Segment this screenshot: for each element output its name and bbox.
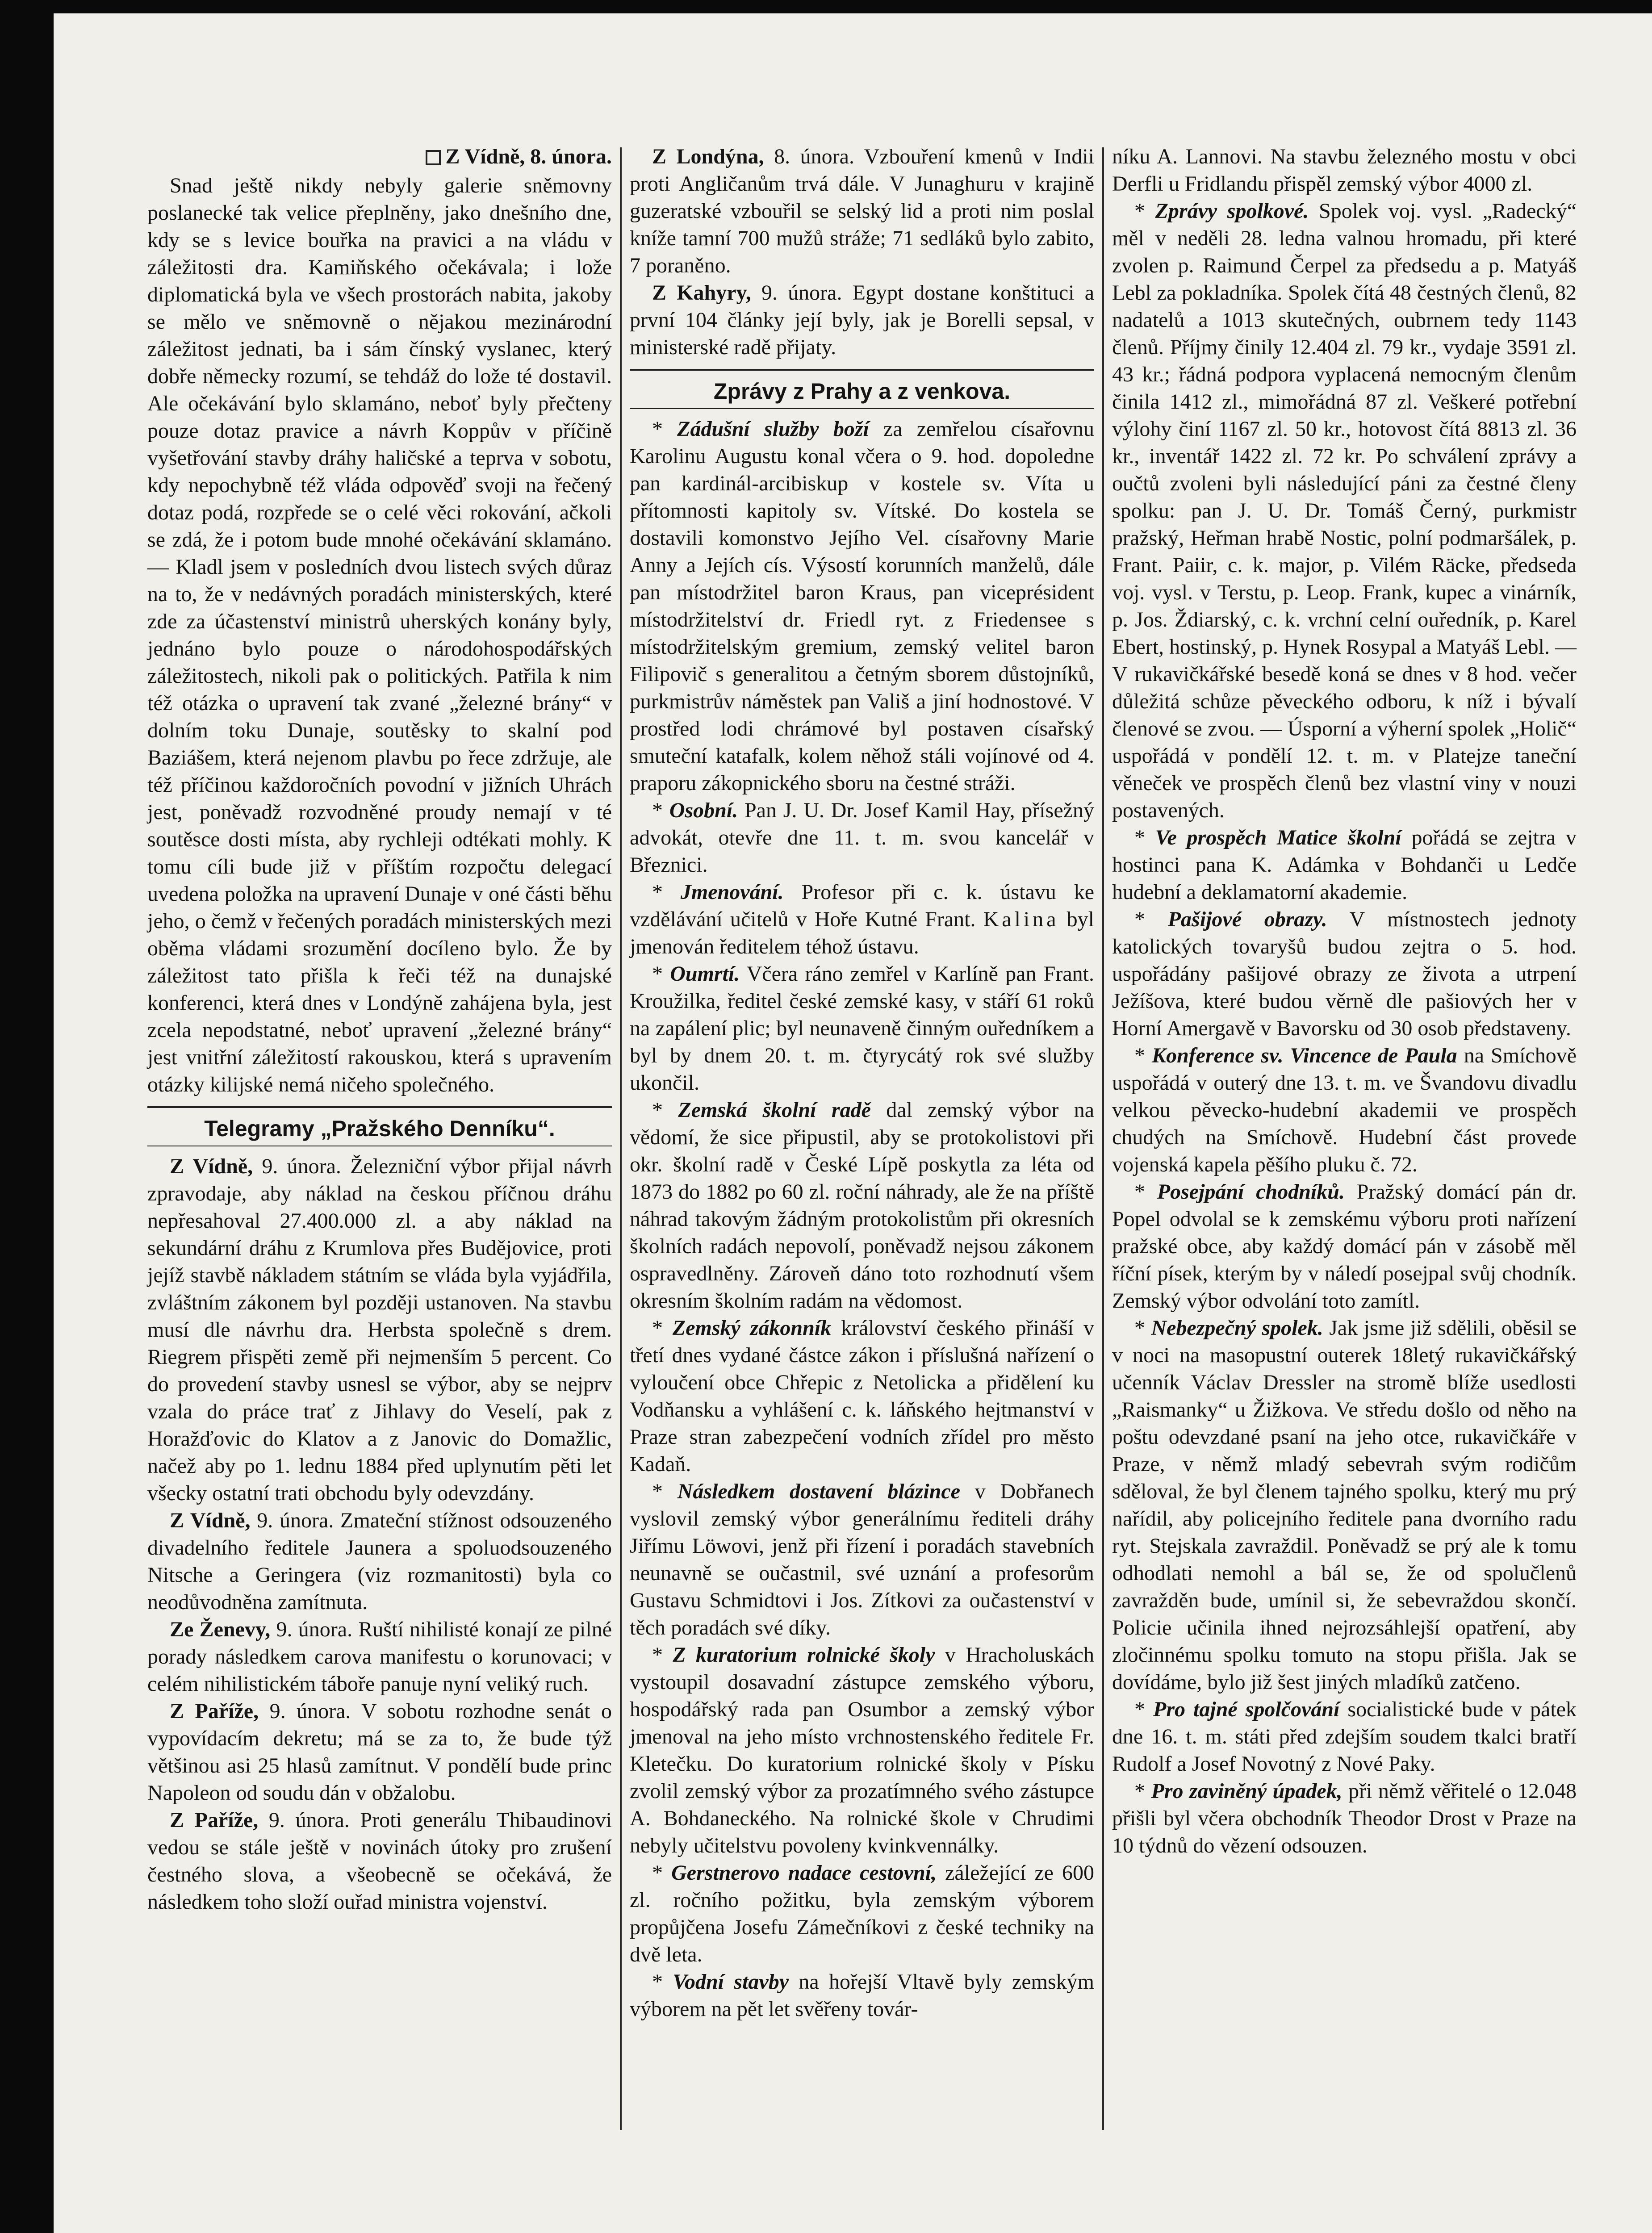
news-headline: Pro zaviněný úpadek, xyxy=(1151,1779,1343,1803)
news-text: socialistické bude v pátek dne 16. t. m. státi před zdejším soudem tkalci bratří Rudolf a Josef Novotný z Nové Paky. xyxy=(1112,1698,1577,1776)
news-text: pořádá se zejtra v hostinci pana K. Adámka v Bohdanči u Ledče hudební a deklamatorní akademie. xyxy=(1112,826,1577,904)
news-text: v Dobřanech vyslovil zemský výbor generálnímu řediteli dráhy Jiřímu Löwovi, jenž při řízení i poradách stavebních neunavně se oučastnil, své uznání a profesorům Gustavu Schmidtovi i Jos. Zítkovi za oučastenství v těch poradách své díky. xyxy=(630,1480,1095,1639)
news-item: * Posejpání chodníků. Pražský domácí pán dr. Popel odvolal se k zemskému výboru proti nařízení pražské obce, aby každý domácí pán v zásobě měl říční písek, kterým by v náledí posejpal svůj chodník. Zemský výbor odvolání toto zamítl. xyxy=(1112,1180,1577,1313)
article-vienna-report: Snad ještě nikdy nebyly galerie sněmovny poslanecké tak velice přeplněny, jako dnešního dne, kdy se s levice bouřka na pravici a na vládu v záležitosti dra. Kamiňského očekávala; i lože diplomatická byla ve všech prostorách nabita, jakoby se mělo ve sněmovně o nějakou mezinárodní záležitost jednati, ba i sám čínský vyslanec, který dobře německy rozumí, se tehdáž do lože té dostavil. Ale očekávání bylo sklamáno, neboť byly přečteny pouze dotaz pravice a návrh Koppův v příčině vyšetřování stavby dráhy haličské a teprva v sobotu, kdy nepochybně též vláda odpověď svoji na řečený dotaz podá, rozpřede se o celé věci rokování, ačkoli se zdá, že i potom bude mnohé očekávání sklamáno. — Kladl jsem v posledních dvou listech svých důraz na to, že v nedávných poradách ministerských, které zde za účastenství ministrů uherských konány byly, jednáno bylo pouze o národohospodářských záležitostech, nikoli pak o politických. Patřila k nim též otázka o upravení tak zvané „železné brány“ v dolním toku Dunaje, soutěsky to skalní pod Baziášem, která nejenom plavbu po řece zdržuje, ale též příčinou každoročních povodní v jižních Uhrách jest, poněvadž rozvodněné proudy nemají v té soutěsce dosti místa, aby rychleji odtékati mohly. K tomu cíli bude již v příštím rozpočtu delegací uvedena položka na upravení Dunaje v oné části běhu jeho, o čemž v řečených poradách ministerských mezi oběma vládami srozumění docíleno bylo. Že by záležitost tato přišla k řeči též na dunajské konferenci, která dnes v Londýně zahájena byla, jest zcela nepodstatné, neboť upravení „železné brány“ jest vnitřní záležitostí rakouskou, která s upravením otázky kilijské nemá ničeho společného. xyxy=(147,174,612,1096)
news-headline: Posejpání chodníků. xyxy=(1157,1180,1345,1204)
news-text: Jak jsme již sdělili, oběsil se v noci na masopustní outerek 18letý rukavičkářský učenník Václav Dressler na stromě blíže usedlosti „Raismanky“ u Žižkova. Ve středu došlo od něho na poštu odevzdané psaní na jeho otce, rukavičkáře v Praze, v němž mladý sebevrah svým rodičům sděloval, že byl členem tajného spolku, který mu prý nařídil, aby policejního ředitele pana dvorního radu ryt. Stejskala zavraždil. Poněvadž se prý ale k tomu odhodlati nemohl a bál se, že od spolučlenů zavražděn bude, umínil si, že sebevraždou skončí. Policie učinila ihned nejrozsáhlejší opatření, aby zločinnému spolku tomuto na stopu přišla. Jak se dovídáme, bylo již šest jiných mladíků zatčeno. xyxy=(1112,1316,1577,1694)
news-text: Profesor při c. k. ústavu ke vzdělávání učitelů v Hoře Kutné Frant. xyxy=(630,880,1094,931)
news-text: byl jmenován ředitelem téhož ústavu. xyxy=(630,907,1094,958)
telegram-place: Z Paříže, xyxy=(170,1808,259,1832)
news-item: * Zádušní služby boží za zemřelou císařovnu Karolinu Augustu konal včera o 9. hod. dopoledne pan kardinál-arcibiskup v kostele sv. Víta u přítomnosti kapitoly sv. Vítské. Do kostela se dostavili komonstvo Jejího Vel. císařovny Marie Anny a Jejích cís. Výsostí korunních manželů, dále pan místodržitel baron Kraus, pan viceprésident místodržitelství dr. Friedl ryt. z Friedensee s místodržitelským gremium, zemský velitel baron Filipovič s generalitou a četným sborem důstojníků, purkmistrův náměstek pan Vališ a jiní hodnostové. V prostřed lodi chrámové byl postaven císařský smuteční katafalk, kolem něhož stáli vojínové od 4. praporu zákopnického sboru na čestné stráži. xyxy=(630,417,1095,795)
telegram-place: Z Kahyry, xyxy=(652,281,751,305)
square-icon xyxy=(426,150,441,165)
telegram-place: Ze Ženevy, xyxy=(170,1618,271,1641)
telegram-item xyxy=(147,1507,612,1616)
column-2 xyxy=(630,143,1094,2023)
news-spaced-name: Kalina xyxy=(983,907,1059,931)
news-text: záležející ze 600 zl. ročního požitku, byla zemským výborem propůjčena Josefu Zámečníkovi z české techniky na dvě leta. xyxy=(630,1861,1095,1966)
news-item: * Následkem dostavení blázince v Dobřanech vyslovil zemský výbor generálnímu řediteli dráhy Jiřímu Löwovi, jenž při řízení i poradách stavebních neunavně se oučastnil, své uznání a profesorům Gustavu Schmidtovi i Jos. Zítkovi za oučastenství v těch poradách své díky. xyxy=(630,1480,1095,1639)
news-text: za zemřelou císařovnu Karolinu Augustu konal včera o 9. hod. dopoledne pan kardinál-arcibiskup v kostele sv. Víta u přítomnosti kapitoly sv. Vítské. Do kostela se dostavili komonstvo Jejího Vel. císařovny Marie Anny a Jejích cís. Výsostí korunních manželů, dále pan místodržitel baron Kraus, pan viceprésident místodržitelství dr. Friedl ryt. z Friedensee s místodržitelským gremium, zemský velitel baron Filipovič s generalitou a četným sborem důstojníků, purkmistrův náměstek pan Vališ a jiní hodnostové. V prostřed lodi chrámové byl postaven císařský smuteční katafalk, kolem něhož stáli vojínové od 4. praporu zákopnického sboru na čestné stráži. xyxy=(630,417,1095,795)
news-item: * Vodní stavby na hořejší Vltavě byly zemským výborem na pět let svěřeny továr- xyxy=(630,1970,1095,2021)
section-heading-telegrams: Telegramy „Pražského Denníku“. xyxy=(204,1116,555,1141)
news-item: * Pro zaviněný úpadek, při němž věřitelé o 12.048 přišli byl včera obchodník Theodor Drost v Praze na 10 týdnů do vězení odsouzen. xyxy=(1112,1779,1577,1857)
news-headline: Jmenování. xyxy=(680,880,784,904)
dateline xyxy=(147,143,612,170)
news-text: Včera ráno zemřel v Karlíně pan Frant. Kroužilka, ředitel české zemské kasy, v stáří 61 roků na zapálení plic; byl neunaveně činným ouředníkem a byl by dnem 20. t. m. čtyrycátý rok své služby ukončil. xyxy=(630,962,1095,1095)
news-headline: Konference sv. Vincence de Paula xyxy=(1152,1044,1457,1067)
telegram-text: 9. února. Egypt dostane konštituci a první 104 články její byly, jak je Borelli sepsal, v ministerské radě přijaty. xyxy=(630,281,1094,359)
news-item: * Gerstnerovo nadace cestovní, záležející ze 600 zl. ročního požitku, byla zemským výborem propůjčena Josefu Zámečníkovi z české techniky na dvě leta. xyxy=(630,1861,1095,1966)
telegram-item xyxy=(630,143,1094,279)
news-headline: Z kuratorium rolnické školy xyxy=(673,1643,935,1667)
telegram-text: 9. února. Ruští nihilisté konají ze pilné porady následkem carova manifestu o korunovaci; v celém nihilistickém táboře panuje nyní veliký ruch. xyxy=(147,1618,612,1696)
newspaper-page xyxy=(54,13,1652,2233)
news-item: * Z kuratorium rolnické školy v Hracholuskách vystoupil dosavadní zástupce zemského výboru, hospodářský rada pan Osumbor a zemský výbor jmenoval na jeho místo vrchnostenského ředitele Fr. Kletečku. Do kuratorium rolnické školy v Písku zvolil zemský výbor za prozatímného svého zástupce A. Bohdaneckého. Na rolnické škole v Chrudimi nebyly učitelstvu povoleny kvinkvennálky. xyxy=(630,1643,1094,1857)
news-headline: Následkem dostavení blázince xyxy=(677,1480,961,1503)
news-item: * Zemská školní radě dal zemský výbor na vědomí, že sice připustil, aby se protokolistovi při okr. školní radě v České Lípě poskytla za léta od 1873 do 1882 po 60 zl. roční náhrady, ale že na příště náhrad takovým žádným protokolistům při okresních školních radách nepovolí, poněvadž nejsou zákonem ospravedlněny. Zároveň dáno toto rozhodnutí všem okresním školním radám na vědomost. xyxy=(630,1098,1095,1313)
news-item: * Pašijové obrazy. V místnostech jednoty katolických tovaryšů budou zejtra o 5. hod. uspořádány pašijové obrazy ze života a utrpení Ježíšova, které budou věrně dle pašiových her v Horní Amergavě v Bavorsku od 30 osob představeny. xyxy=(1112,907,1577,1040)
telegram-place: Z Vídně, xyxy=(170,1509,251,1532)
news-item: * Osobní. Pan J. U. Dr. Josef Kamil Hay, přísežný advokát, otevře dne 11. t. m. svou kancelář v Březnici. xyxy=(630,799,1095,877)
news-continuation: níku A. Lannovi. Na stavbu železného mostu v obci Derfli u Fridlandu přispěl zemský výbor 4000 zl. xyxy=(1112,145,1577,196)
section-heading-local-news: Zprávy z Prahy a z venkova. xyxy=(713,379,1011,404)
telegram-item xyxy=(147,1153,612,1507)
telegram-item xyxy=(147,1616,612,1698)
news-headline: Ve prospěch Matice školní xyxy=(1155,826,1401,849)
news-headline: Zemská školní radě xyxy=(678,1098,871,1122)
telegram-text: 9. února. V sobotu rozhodne senát o vypovídacím dekretu; má se za to, že bude týž většinou asi 25 hlasů zamítnut. V pondělí bude princ Napoleon od soudu dán v obžalobu. xyxy=(147,1699,612,1805)
news-item: * Oumrtí. Včera ráno zemřel v Karlíně pan Frant. Kroužilka, ředitel české zemské kasy, v stáří 61 roků na zapálení plic; byl neunaveně činným ouředníkem a byl by dnem 20. t. m. čtyrycátý rok své služby ukončil. xyxy=(630,962,1095,1095)
news-text: Spolek voj. vysl. „Radecký“ měl v neděli 28. ledna valnou hromadu, při které zvolen p. Raimund Čerpel za předsedu a p. Matyáš Lebl za pokladníka. Spolek čítá 48 čestných členů, 82 nadatelů a 1013 skutečných, oubrnem tedy 1143 členů. Příjmy činily 12.404 zl. 79 kr., vydaje 3591 zl. 43 kr.; řádná podpora vyplacená nemocným členům činila 1412 zl., mimořádná 87 zl. Veškeré potřební výlohy činí 1167 zl. 50 kr., hotovost čítá 8813 zl. 36 kr., inventář 1422 zl. 72 kr. Po schválení zprávy a oučtů zvoleni byli následující páni za čestné členy spolku: pan J. U. Dr. Tomáš Černý, purkmistr pražský, Heřman hrabě Nostic, polní podmaršálek, p. Frant. Paiir, c. k. major, p. Vilém Räcke, předseda voj. vysl. v Terstu, p. Leop. Frank, kupec a vinárník, p. Jos. Ždiarský, c. k. vrchní celní ouředník, p. Karel Ebert, hostinský, p. Hynek Rosypal a Matyáš Lebl. — V rukavičkářské besedě koná se dnes v 8 hod. večer důležitá schůze pěveckého odboru, k níž i bývalí členové se zvou. — Úsporní a výherní spolek „Holič“ uspořádá v pondělí 12. t. m. v Platejze taneční věneček ve prospěch členů bez vlastní viny v nouzi postavených. xyxy=(1112,199,1577,822)
news-text: V místnostech jednoty katolických tovaryšů budou zejtra o 5. hod. uspořádány pašijové obrazy ze života a utrpení Ježíšova, které budou věrně dle pašiových her v Horní Amergavě v Bavorsku od 30 osob představeny. xyxy=(1112,907,1577,1040)
news-item: * Zemský zákonník království českého přináší v třetí dnes vydané částce zákon i příslušná nařízení o vyloučení obce Chřepic z Netolicka a přidělení ku Vodňansku a vyhlášení c. k. láňského hejtmanství v Praze stran zabezpečení vodních zřídel pro město Kadaň. xyxy=(630,1316,1094,1476)
news-headline: Gerstnerovo nadace cestovní, xyxy=(671,1861,937,1885)
telegram-text: 9. února. Železniční výbor přijal návrh zpravodaje, aby náklad na českou příčnou dráhu nepřesahoval 27.400.000 zl. a aby náklad na sekundární dráhu z Krumlova přes Budějovice, proti jejíž stavbě nákladem státním se vláda byla vyjádřila, zvláštním zákonem byl později ustanoven. Na stavbu musí dle návrhu dra. Herbsta společně s drem. Riegrem přispěti země při nejmenším 5 percent. Co do provedení stavby usnesl se výbor, aby se nejprv vzala do práce trať z Jihlavy do Veselí, pak z Horažďovic do Klatov a z Janovic do Domažlic, načež aby po 1. lednu 1884 před uplynutím pěti let všecky ostatní trati obchodu byly odevzdány. xyxy=(147,1154,612,1505)
column-rule xyxy=(1102,147,1104,2130)
news-text: na Smíchově uspořádá v outerý dne 13. t. m. ve Švandovu divadlu velkou pěvecko-hudební akademii ve prospěch chudých na Smíchově. Hudební část provede vojenská kapela pěšího pluku č. 72. xyxy=(1112,1044,1577,1176)
news-headline: Osobní. xyxy=(669,799,738,822)
news-headline: Pro tajné spolčování xyxy=(1153,1698,1340,1721)
news-item: * Konference sv. Vincence de Paula na Smíchově uspořádá v outerý dne 13. t. m. ve Švandovu divadlu velkou pěvecko-hudební akademii ve prospěch chudých na Smíchově. Hudební část provede vojenská kapela pěšího pluku č. 72. xyxy=(1112,1044,1577,1176)
column-rule xyxy=(620,147,622,2130)
telegram-item xyxy=(147,1806,612,1915)
divider xyxy=(630,369,1094,371)
news-item: * Zprávy spolkové. Spolek voj. vysl. „Radecký“ měl v neděli 28. ledna valnou hromadu, při které zvolen p. Raimund Čerpel za předsedu a p. Matyáš Lebl za pokladníka. Spolek čítá 48 čestných členů, 82 nadatelů a 1013 skutečných, oubrnem tedy 1143 členů. Příjmy činily 12.404 zl. 79 kr., vydaje 3591 zl. 43 kr.; řádná podpora vyplacená nemocným členům činila 1412 zl., mimořádná 87 zl. Veškeré potřební výlohy činí 1167 zl. 50 kr., hotovost čítá 8813 zl. 36 kr., inventář 1422 zl. 72 kr. Po schválení zprávy a oučtů zvoleni byli následující páni za čestné členy spolku: pan J. U. Dr. Tomáš Černý, purkmistr pražský, Heřman hrabě Nostic, polní podmaršálek, p. Frant. Paiir, c. k. major, p. Vilém Räcke, předseda voj. vysl. v Terstu, p. Leop. Frank, kupec a vinárník, p. Jos. Ždiarský, c. k. vrchní celní ouředník, p. Karel Ebert, hostinský, p. Hynek Rosypal a Matyáš Lebl. — V rukavičkářské besedě koná se dnes v 8 hod. večer důležitá schůze pěveckého odboru, k níž i bývalí členové se zvou. — Úsporní a výherní spolek „Holič“ uspořádá v pondělí 12. t. m. v Platejze taneční věneček ve prospěch členů bez vlastní viny v nouzi postavených. xyxy=(1112,199,1577,822)
column-1 xyxy=(147,143,612,1915)
news-headline: Oumrtí. xyxy=(670,962,740,986)
news-text: v Hracholuskách vystoupil dosavadní zástupce zemského výboru, hospodářský rada pan Osumbor a zemský výbor jmenoval na jeho místo vrchnostenského ředitele Fr. Kletečku. Do kuratorium rolnické školy v Písku zvolil zemský výbor za prozatímného svého zástupce A. Bohdaneckého. Na rolnické škole v Chrudimi nebyly učitelstvu povoleny kvinkvennálky. xyxy=(630,1643,1094,1857)
telegram-text: 8. února. Vzbouření kmenů v Indii proti Angličanům trvá dále. V Junaghuru v krajině guzeratské vzbouřil se selský lid a proti nim poslal kníže tamní 700 mužů stráže; 71 sedláků bylo zabito, 7 poraněno. xyxy=(630,145,1095,277)
news-text: Pan J. U. Dr. Josef Kamil Hay, přísežný advokát, otevře dne 11. t. m. svou kancelář v Březnici. xyxy=(630,799,1095,877)
news-item: * Ve prospěch Matice školní pořádá se zejtra v hostinci pana K. Adámka v Bohdanči u Ledče hudební a deklamatorní akademie. xyxy=(1112,826,1577,904)
news-headline: Vodní stavby xyxy=(673,1970,789,1994)
news-item: * Nebezpečný spolek. Jak jsme již sdělili, oběsil se v noci na masopustní outerek 18letý rukavičkářský učenník Václav Dressler na stromě blíže usedlosti „Raismanky“ u Žižkova. Ve středu došlo od něho na poštu odevzdané psaní na jeho otce, rukavičkáře v Praze, v němž mladý sebevrah svým rodičům sděloval, že byl členem tajného spolku, který mu prý nařídil, aby policejního ředitele pana dvorního radu ryt. Stejskala zavraždil. Poněvadž se prý ale k tomu odhodlati nemohl a bál se, že od spolučlenů zavražděn bude, umínil si, že sebevraždou skončí. Policie učinila ihned nejrozsáhlejší opatření, aby zločinnému spolku tomuto na stopu přišla. Jak se dovídáme, bylo již šest jiných mladíků zatčeno. xyxy=(1112,1316,1577,1694)
news-headline: Nebezpečný spolek. xyxy=(1151,1316,1323,1340)
news-text: dal zemský výbor na vědomí, že sice připustil, aby se protokolistovi při okr. školní radě v České Lípě poskytla za léta od 1873 do 1882 po 60 zl. roční náhrady, ale že na příště náhrad takovým žádným protokolistům při okresních školních radách nepovolí, poněvadž nejsou zákonem ospravedlněny. Zároveň dáno toto rozhodnutí všem okresním školním radám na vědomost. xyxy=(630,1098,1095,1313)
news-text: království českého přináší v třetí dnes vydané částce zákon i příslušná nařízení o vyloučení obce Chřepic z Netolicka a přidělení ku Vodňansku a vyhlášení c. k. láňského hejtmanství v Praze stran zabezpečení vodních zřídel pro město Kadaň. xyxy=(630,1316,1094,1476)
news-text: na hořejší Vltavě byly zemským výborem na pět let svěřeny továr- xyxy=(630,1970,1095,2021)
column-3 xyxy=(1112,143,1577,1859)
news-headline: Pašijové obrazy. xyxy=(1167,907,1327,931)
telegram-place: Z Paříže, xyxy=(170,1699,259,1723)
telegram-place: Z Londýna, xyxy=(652,145,764,168)
divider xyxy=(147,1106,612,1108)
news-headline: Zprávy spolkové. xyxy=(1155,199,1309,223)
news-text: Pražský domácí pán dr. Popel odvolal se k zemskému výboru proti nařízení pražské obce, aby každý domácí pán v zásobě měl říční písek, kterým by v náledí posejpal svůj chodník. Zemský výbor odvolání toto zamítl. xyxy=(1112,1180,1577,1313)
news-item: * Pro tajné spolčování socialistické bude v pátek dne 16. t. m. státi před zdejším soudem tkalci bratří Rudolf a Josef Novotný z Nové Paky. xyxy=(1112,1698,1577,1776)
divider xyxy=(630,408,1094,409)
telegram-text: 9. února. Proti generálu Thibaudinovi vedou se stále ještě v novinách útoky pro zrušení čestného slova, a všeobecně se očekává, že následkem toho složí ouřad ministra vojenství. xyxy=(147,1808,612,1914)
news-text: při němž věřitelé o 12.048 přišli byl včera obchodník Theodor Drost v Praze na 10 týdnů do vězení odsouzen. xyxy=(1112,1779,1577,1857)
telegram-item xyxy=(147,1698,612,1806)
news-headline: Zemský zákonník xyxy=(672,1316,832,1340)
dateline-text: Z Vídně, 8. února. xyxy=(445,145,612,168)
news-headline: Zádušní služby boží xyxy=(677,417,869,441)
news-item: * Jmenování. Profesor při c. k. ústavu ke vzdělávání učitelů v Hoře Kutné Frant. Kalina byl jmenován ředitelem téhož ústavu. xyxy=(630,880,1094,958)
telegram-item xyxy=(630,279,1094,361)
telegram-place: Z Vídně, xyxy=(170,1154,253,1178)
telegram-text: 9. února. Zmateční stížnost odsouzeného divadelního ředitele Jaunera a spoluodsouzeného Nitsche a Geringera (viz rozmanitosti) byla co neodůvodněna zamítnuta. xyxy=(147,1509,612,1614)
